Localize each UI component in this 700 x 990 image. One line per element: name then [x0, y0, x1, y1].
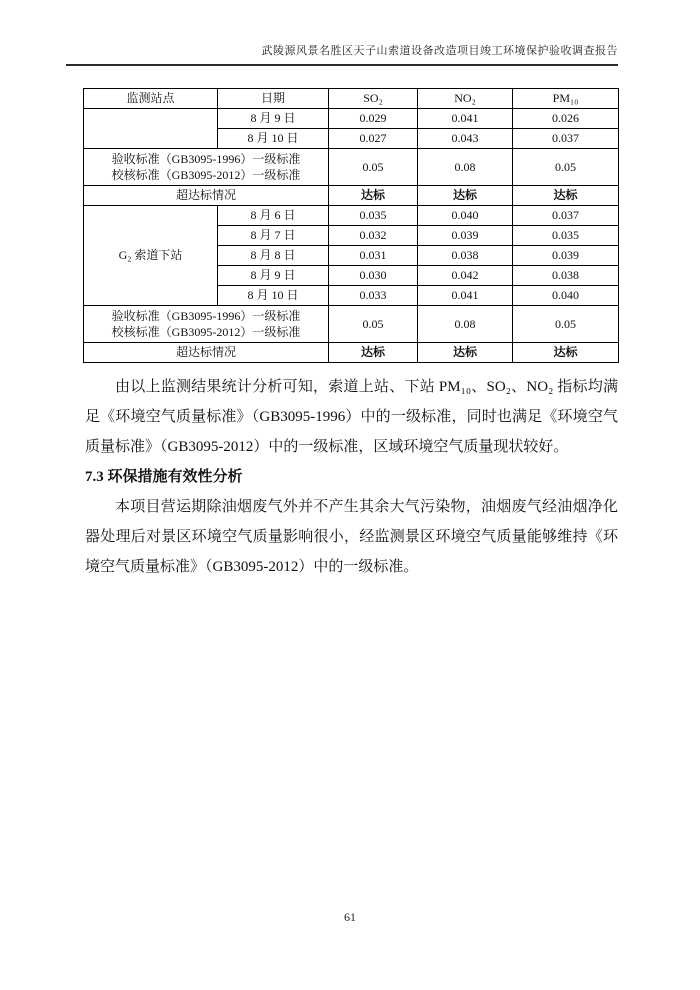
date-cell: 8 月 8 日: [218, 246, 329, 266]
date-cell: 8 月 6 日: [218, 206, 329, 226]
pm10-value: 0.039: [513, 246, 619, 266]
air-quality-monitoring-table: [83, 88, 619, 363]
pm10-standard: 0.05: [513, 306, 619, 343]
no2-value: 0.041: [418, 286, 513, 306]
standard-label: [84, 149, 329, 186]
so2-status: 达标: [329, 343, 418, 363]
column-header-no2: NO₂: [418, 89, 513, 109]
standard-row: [84, 306, 619, 343]
no2-standard: 0.08: [418, 306, 513, 343]
station-cell: G₂ 索道下站: [84, 206, 218, 306]
body-text: [85, 372, 618, 582]
table-row: [84, 109, 619, 129]
station-cell: [84, 109, 218, 149]
status-row: [84, 343, 619, 363]
no2-value: 0.041: [418, 109, 513, 129]
so2-standard: 0.05: [329, 306, 418, 343]
column-header-pm10: PM₁₀: [513, 89, 619, 109]
so2-value: 0.029: [329, 109, 418, 129]
column-header-so2: SO₂: [329, 89, 418, 109]
no2-value: 0.040: [418, 206, 513, 226]
no2-value: 0.043: [418, 129, 513, 149]
no2-status: 达标: [418, 343, 513, 363]
date-cell: 8 月 9 日: [218, 266, 329, 286]
no2-value: 0.039: [418, 226, 513, 246]
so2-standard: 0.05: [329, 149, 418, 186]
status-label: 超达标情况: [84, 186, 329, 206]
standard-label-line1: 验收标准（GB3095-1996）一级标准: [111, 152, 301, 166]
status-row: [84, 186, 619, 206]
date-cell: 8 月 9 日: [218, 109, 329, 129]
pm10-status: 达标: [513, 343, 619, 363]
table-header-row: [84, 89, 619, 109]
standard-label-line1: 验收标准（GB3095-1996）一级标准: [111, 309, 301, 323]
so2-status: 达标: [329, 186, 418, 206]
so2-value: 0.033: [329, 286, 418, 306]
pm10-value: 0.037: [513, 129, 619, 149]
status-label: 超达标情况: [84, 343, 329, 363]
report-header: 武陵源风景名胜区天子山索道设备改造项目竣工环境保护验收调查报告: [66, 42, 618, 66]
column-header-date: 日期: [218, 89, 329, 109]
so2-value: 0.030: [329, 266, 418, 286]
so2-value: 0.027: [329, 129, 418, 149]
pm10-value: 0.038: [513, 266, 619, 286]
no2-status: 达标: [418, 186, 513, 206]
no2-value: 0.042: [418, 266, 513, 286]
table-row: [84, 206, 619, 226]
date-cell: 8 月 10 日: [218, 286, 329, 306]
no2-standard: 0.08: [418, 149, 513, 186]
standard-label: [84, 306, 329, 343]
paragraph-monitoring-summary: 由以上监测结果统计分析可知，索道上站、下站 PM₁₀、SO₂、NO₂ 指标均满足《环境空气质量标准》（GB3095-1996）中的一级标准，同时也满足《环境空气质量标准》（GB3095-2012）中的一级标准，区域环境空气质量现状较好。: [85, 379, 618, 455]
date-cell: 8 月 10 日: [218, 129, 329, 149]
no2-value: 0.038: [418, 246, 513, 266]
standard-label-line2: 校核标准（GB3095-2012）一级标准: [111, 168, 301, 182]
paragraph-measure-effectiveness: 本项目营运期除油烟废气外并不产生其余大气污染物，油烟废气经油烟净化器处理后对景区环境空气质量影响很小，经监测景区环境空气质量能够维持《环境空气质量标准》（GB3095-2012）中的一级标准。: [85, 499, 618, 575]
standard-label-line2: 校核标准（GB3095-2012）一级标准: [111, 325, 301, 339]
pm10-value: 0.037: [513, 206, 619, 226]
so2-value: 0.032: [329, 226, 418, 246]
section-heading-7-3: 7.3 环保措施有效性分析: [85, 469, 243, 485]
so2-value: 0.035: [329, 206, 418, 226]
standard-row: [84, 149, 619, 186]
pm10-status: 达标: [513, 186, 619, 206]
pm10-standard: 0.05: [513, 149, 619, 186]
column-header-station: 监测站点: [84, 89, 218, 109]
pm10-value: 0.035: [513, 226, 619, 246]
date-cell: 8 月 7 日: [218, 226, 329, 246]
pm10-value: 0.026: [513, 109, 619, 129]
pm10-value: 0.040: [513, 286, 619, 306]
page-number: 61: [344, 910, 356, 924]
so2-value: 0.031: [329, 246, 418, 266]
